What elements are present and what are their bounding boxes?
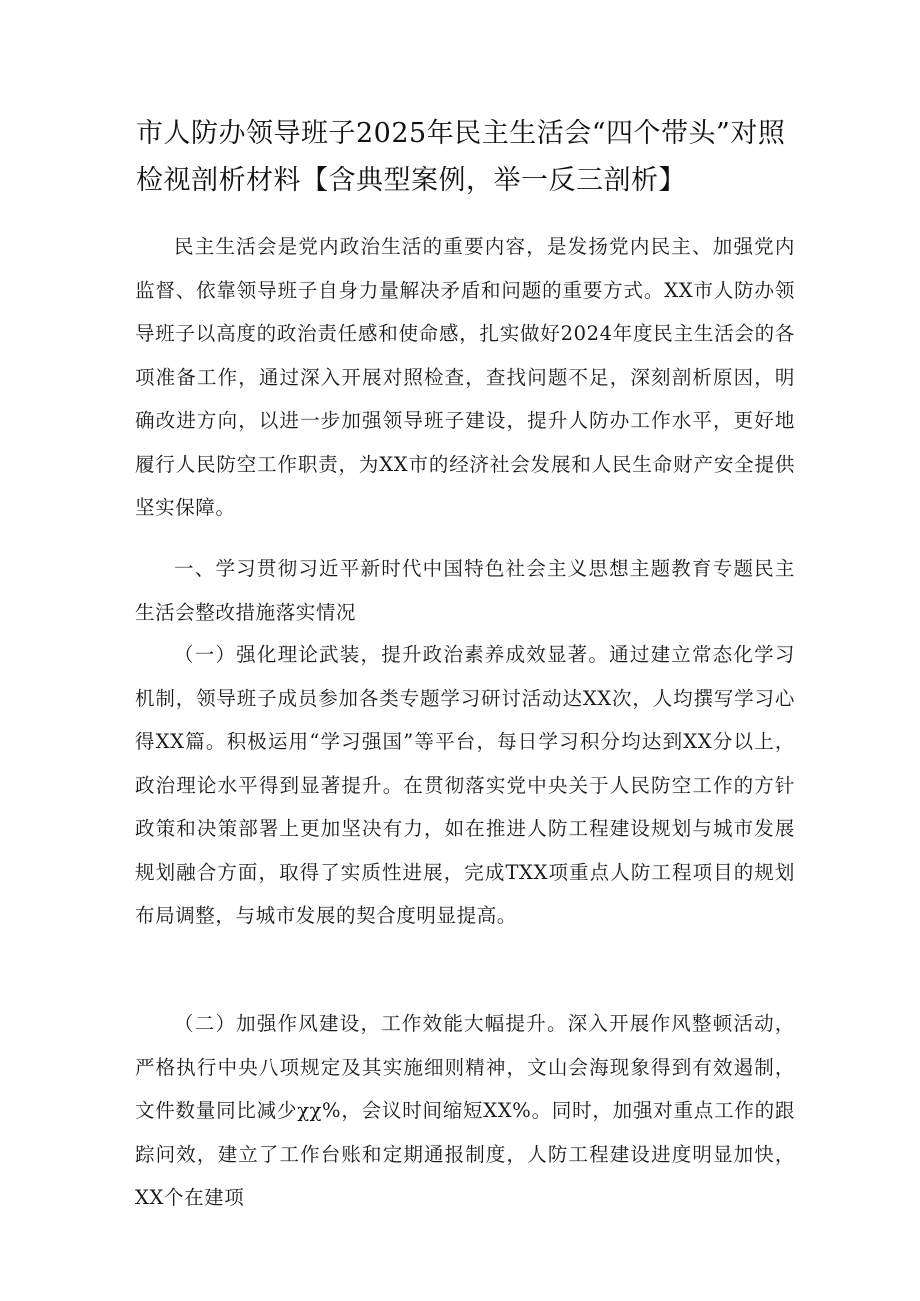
intro-paragraph: 民主生活会是党内政治生活的重要内容，是发扬党内民主、加强党内监督、依靠领导班子自身力量解决矛盾和问题的重要方式。XX市人防办领导班子以高度的政治责任感和使命感，扎实做好2024年度民主生活会的各项准备工作，通过深入开展对照检查，查找问题不足，深刻剖析原因，明确改进方向，以进一步加强领导班子建设，提升人防办工作水平，更好地履行人民防空工作职责，为XX市的经济社会发展和人民生命财产安全提供坚实保障。 bbox=[135, 235, 795, 519]
section-heading-1: 一、学习贯彻习近平新时代中国特色社会主义思想主题教育专题民主生活会整改措施落实情况 bbox=[135, 557, 795, 624]
subsection-paragraph-1: （一）强化理论武装，提升政治素养成效显著。通过建立常态化学习机制，领导班子成员参加各类专题学习研讨活动达XX次，人均撰写学习心得XX篇。积极运用“学习强国”等平台，每日学习积分均达到XX分以上，政治理论水平得到显著提升。在贯彻落实党中央关于人民防空工作的方针政策和决策部署上更加坚决有力，如在推进人防工程建设规划与城市发展规划融合方面，取得了实质性进展，完成TXX项重点人防工程项目的规划布局调整，与城市发展的契合度明显提高。 bbox=[135, 643, 795, 927]
subsection-paragraph-2: （二）加强作风建设，工作效能大幅提升。深入开展作风整顿活动，严格执行中央八项规定及其实施细则精神，文山会海现象得到有效遏制，文件数量同比减少χχ%，会议时间缩短XX%。同时，加强对重点工作的跟踪问效，建立了工作台账和定期通报制度，人防工程建设进度明显加快，XX个在建项 bbox=[135, 1012, 795, 1209]
document-title: 市人防办领导班子2025年民主生活会“四个带头”对照检视剖析材料【含典型案例，举一反三剖析】 bbox=[136, 118, 786, 196]
